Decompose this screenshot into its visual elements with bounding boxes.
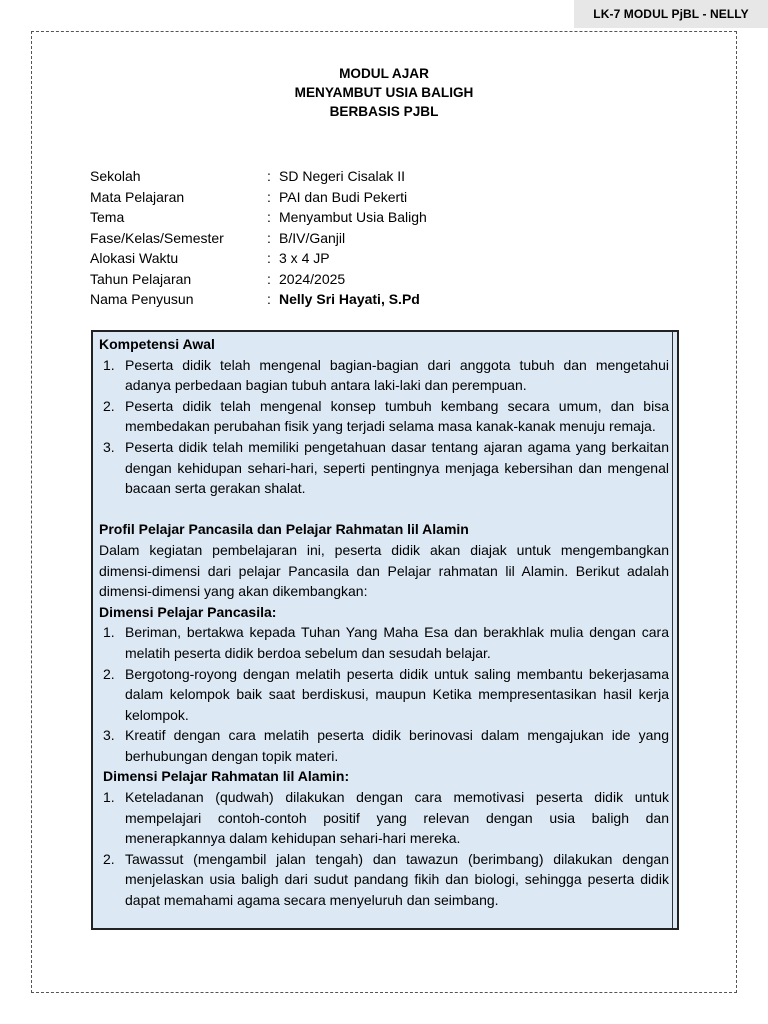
pancasila-list	[99, 622, 669, 766]
info-label: Tema	[90, 209, 125, 225]
list-item	[99, 849, 669, 911]
info-separator: :	[267, 291, 271, 307]
list-text: Peserta didik telah mengenal bagian-bagian dari anggota tubuh dan mengetahui adanya perbedaan bagian tubuh antara laki-laki dan perempuan.	[125, 356, 669, 394]
info-separator: :	[267, 188, 271, 205]
list-text: Bergotong-royong dengan melatih peserta didik untuk saling membantu bekerjasama dalam kelompok baik saat berdiskusi, maupun Ketika mempresentasikan hasil kerja kelompok.	[125, 665, 669, 723]
document-header-tag: LK-7 MODUL PjBL - NELLY	[574, 0, 768, 28]
profil-intro: Dalam kegiatan pembelajaran ini, peserta didik akan diajak untuk mengembangkan dimensi-dimensi dari pelajar Pancasila dan Pelajar rahmatan lil Alamin. Berikut adalah dimensi-dimensi yang akan dikembangkan:	[99, 541, 669, 600]
list-item	[99, 437, 669, 499]
info-value: 2024/2025	[279, 270, 346, 287]
info-label: Tahun Pelajaran	[90, 270, 192, 287]
info-value: 3 x 4 JP	[279, 250, 330, 266]
list-text: Peserta didik telah memiliki pengetahuan dasar tentang ajaran agama yang berkaitan dengan kehidupan sehari-hari, seperti pentingnya menjaga kebersihan dan mengenal bacaan serta gerakan shalat.	[125, 438, 669, 497]
info-label: Fase/Kelas/Semester	[90, 229, 224, 246]
info-separator: :	[267, 168, 271, 184]
list-text: Tawassut (mengambil jalan tengah) dan tawazun (berimbang) dilakukan dengan menjelaskan usia baligh dari sudut pandang fikih dan biologi, sehingga peserta didik dapat memahami agama secara menyeluruh dan seimbang.	[125, 850, 669, 909]
list-item	[99, 787, 669, 849]
info-row-alokasi-waktu	[90, 248, 427, 269]
info-row-tahun-pelajaran	[90, 269, 427, 290]
subsection-title-rahmatan: Dimensi Pelajar Rahmatan lil Alamin:	[103, 768, 350, 785]
list-item	[99, 622, 669, 663]
info-row-mata-pelajaran	[90, 187, 427, 208]
info-label: Alokasi Waktu	[90, 250, 179, 266]
info-separator: :	[267, 209, 271, 225]
title-line-2: MENYAMBUT USIA BALIGH	[294, 85, 474, 100]
info-value: B/IV/Ganjil	[279, 229, 346, 246]
author-name: Nelly Sri Hayati, S.Pd	[279, 291, 420, 307]
info-row-sekolah	[90, 166, 427, 187]
title-line-3: BERBASIS PJBL	[329, 104, 439, 119]
identity-table	[90, 166, 427, 310]
info-row-nama-penyusun	[90, 289, 427, 310]
list-text: Beriman, bertakwa kepada Tuhan Yang Maha Esa dan berakhlak mulia dengan cara melatih peserta didik berdoa sebelum dan sesudah belajar.	[125, 624, 669, 661]
list-number: 1.	[103, 356, 115, 373]
title-line-1: MODUL AJAR	[339, 66, 429, 81]
content-box	[91, 330, 679, 930]
info-label: Sekolah	[90, 168, 141, 184]
info-row-fase	[90, 228, 427, 249]
list-number: 2.	[103, 665, 115, 682]
info-value: SD Negeri Cisalak II	[279, 168, 406, 184]
section-title-profil: Profil Pelajar Pancasila dan Pelajar Rahmatan lil Alamin	[99, 521, 469, 538]
info-label: Mata Pelajaran	[90, 188, 185, 205]
rahmatan-list	[99, 787, 669, 911]
list-item	[99, 664, 669, 726]
list-item	[99, 355, 669, 396]
info-separator: :	[267, 270, 271, 287]
list-item	[99, 396, 669, 437]
subsection-title-pancasila: Dimensi Pelajar Pancasila:	[99, 603, 277, 620]
list-text: Kreatif dengan cara melatih peserta didik berinovasi dalam mengajukan ide yang berhubungan dengan topik materi.	[125, 727, 669, 764]
list-text: Peserta didik telah mengenal konsep tumbuh kembang secara umum, dan bisa membedakan perubahan fisik yang terjadi selama masa kanak-kanak menuju remaja.	[125, 397, 669, 435]
list-item	[99, 725, 669, 766]
info-value: PAI dan Budi Pekerti	[279, 188, 408, 205]
info-separator: :	[267, 229, 271, 246]
list-number: 2.	[103, 850, 115, 867]
info-row-tema	[90, 207, 427, 228]
list-text: Keteladanan (qudwah) dilakukan dengan cara memotivasi peserta didik untuk mempelajari contoh-contoh positif yang relevan dengan usia baligh dan menerapkannya dalam kehidupan sehari-hari mereka.	[125, 789, 669, 847]
kompetensi-list	[99, 355, 669, 499]
list-number: 1.	[103, 624, 115, 641]
list-number: 3.	[103, 727, 115, 744]
section-title-kompetensi: Kompetensi Awal	[99, 336, 215, 352]
spacer	[99, 499, 669, 520]
list-number: 3.	[103, 438, 115, 455]
list-number: 2.	[103, 397, 115, 414]
list-number: 1.	[103, 789, 115, 806]
info-value: Menyambut Usia Baligh	[279, 209, 427, 225]
info-separator: :	[267, 250, 271, 266]
info-label: Nama Penyusun	[90, 291, 194, 307]
document-title	[0, 64, 768, 121]
